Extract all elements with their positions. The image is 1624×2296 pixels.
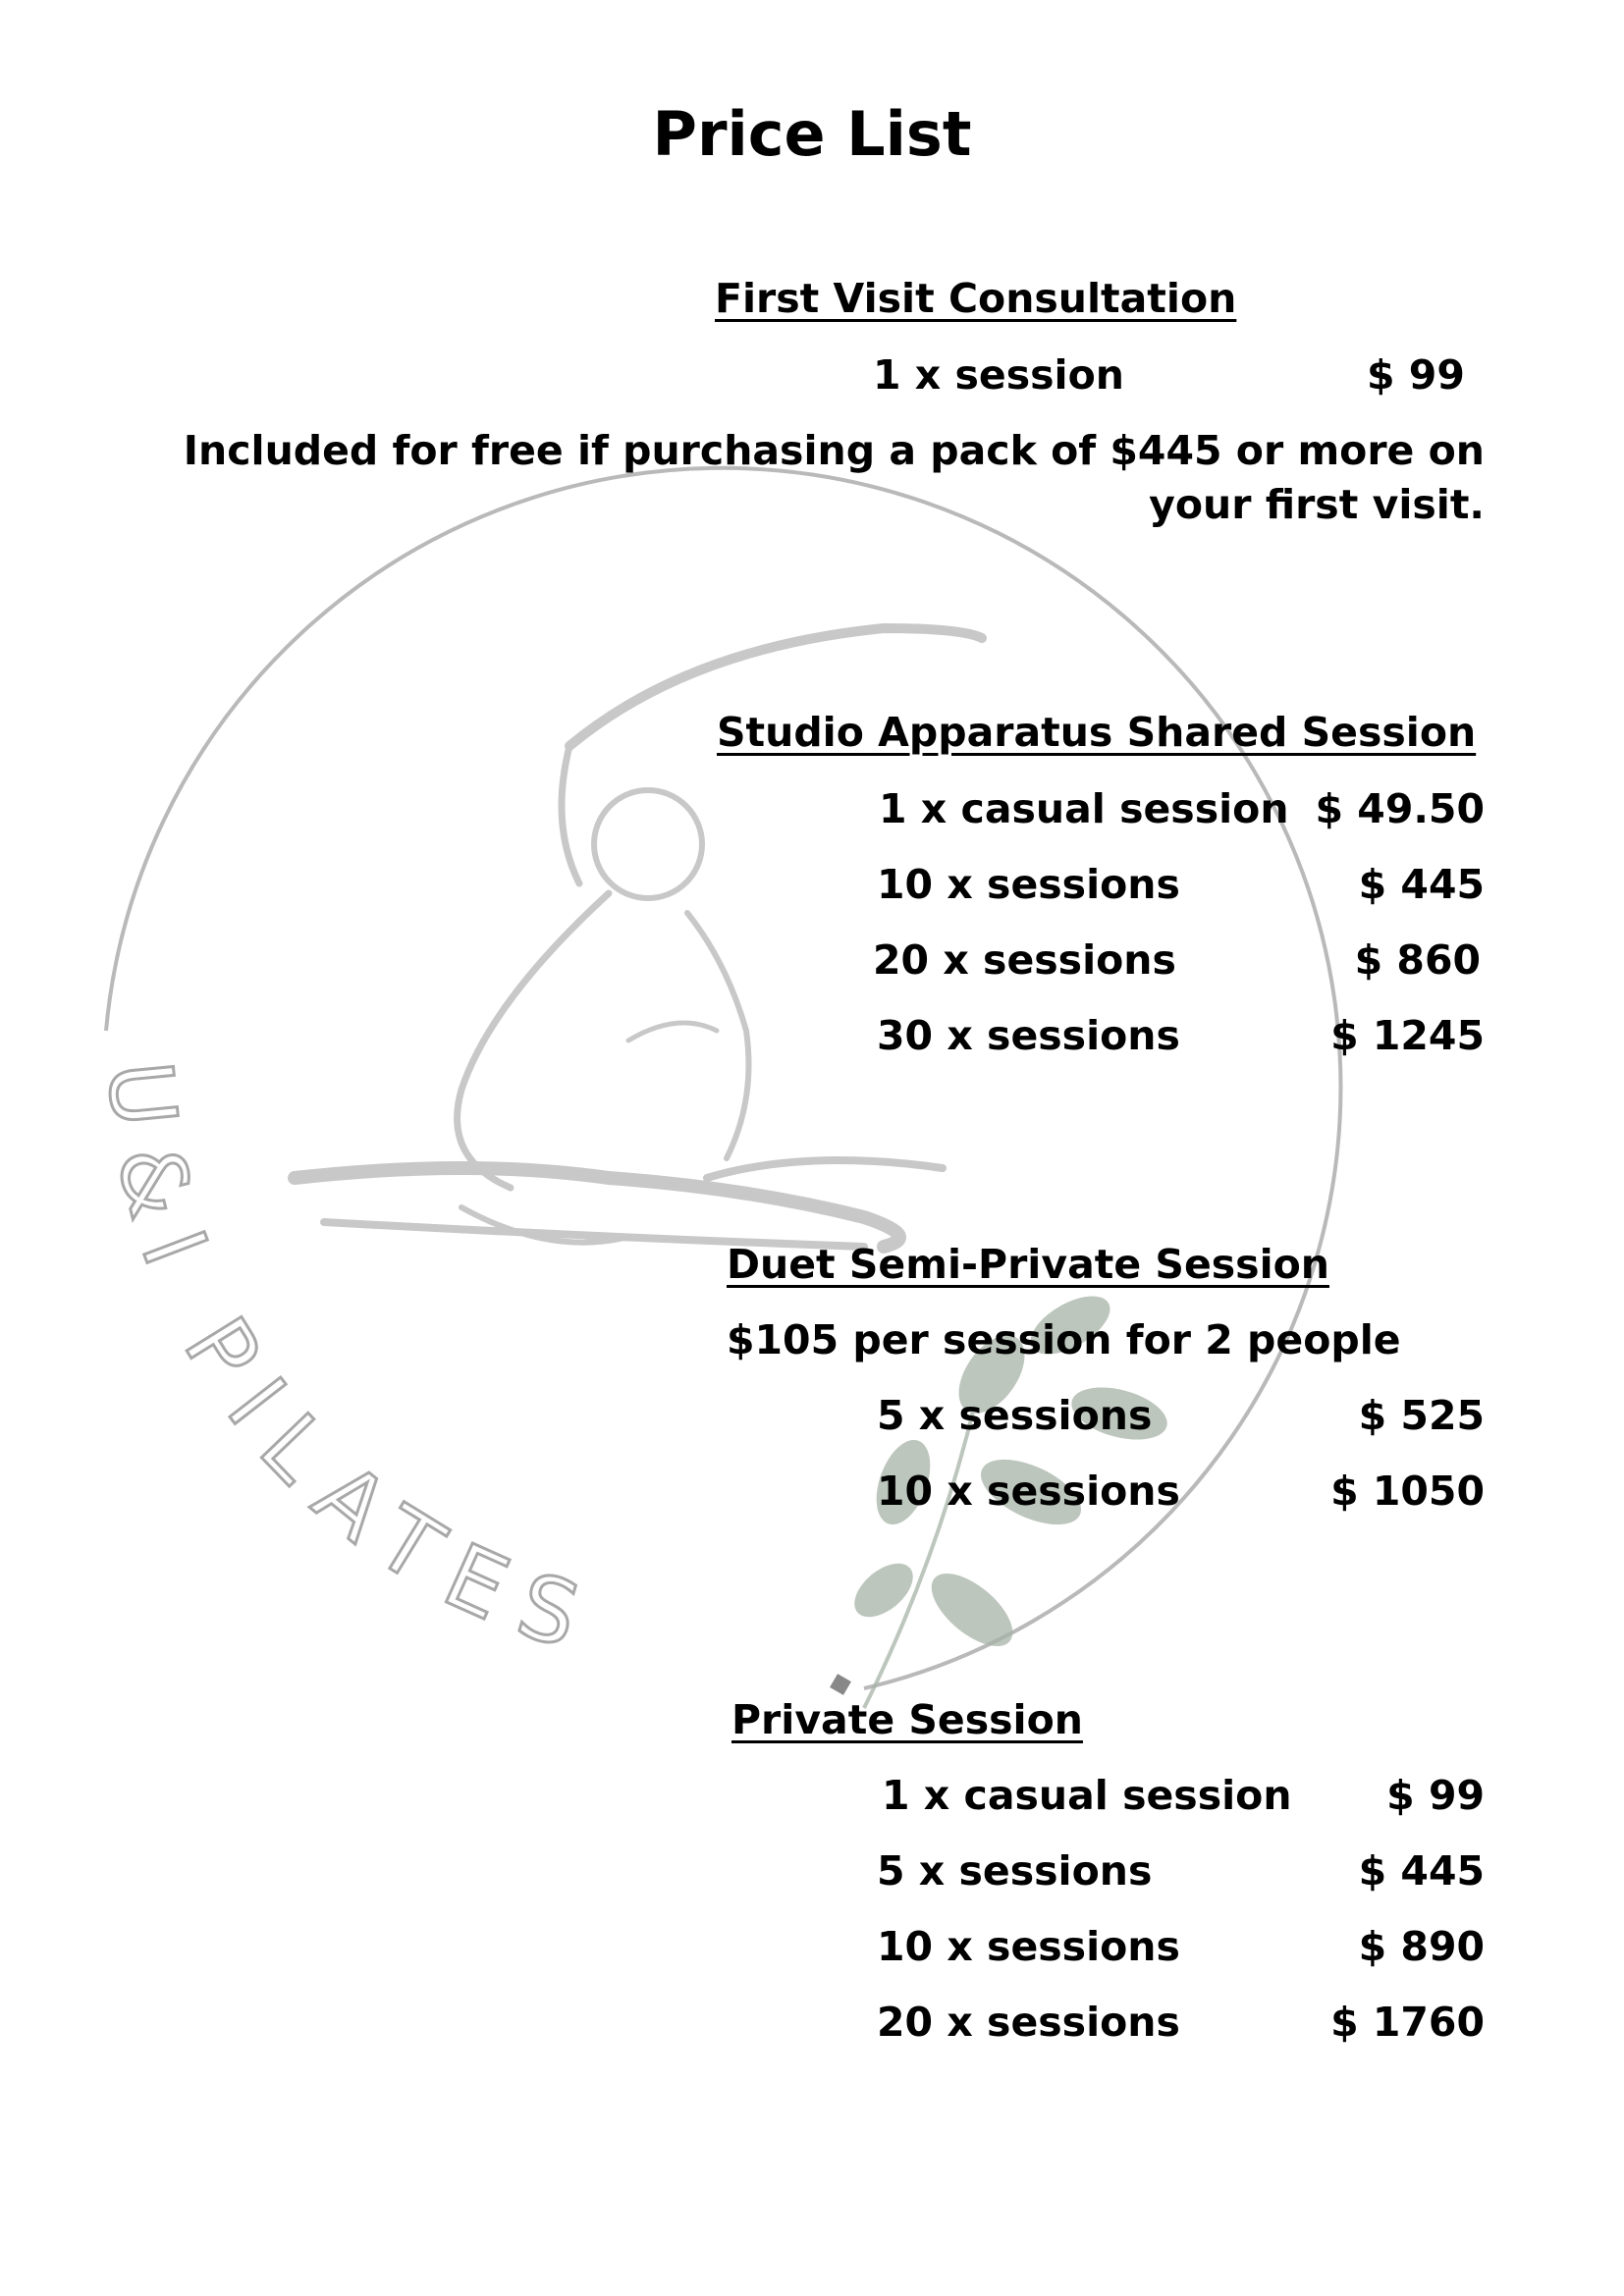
private-row-label: 20 x sessions [877,1999,1180,2046]
duet-row-price: $ 1050 [1330,1468,1485,1515]
private-row-price: $ 1760 [1330,1999,1485,2046]
duet-row-price: $ 525 [1358,1392,1485,1439]
private-row-price: $ 445 [1358,1847,1485,1895]
studio-row-price: $ 445 [1358,861,1485,908]
first-visit-session-label: 1 x session [873,351,1124,399]
first-visit-session-price: $ 99 [1367,351,1465,399]
duet-row-label: 5 x sessions [877,1392,1153,1439]
studio-row-price: $ 49.50 [1315,785,1485,832]
studio-row-label: 1 x casual session [879,785,1289,832]
private-row-label: 10 x sessions [877,1923,1180,1970]
private-row-label: 1 x casual session [882,1772,1292,1819]
private-row-price: $ 890 [1358,1923,1485,1970]
studio-row-label: 10 x sessions [877,861,1180,908]
studio-row-price: $ 1245 [1330,1012,1485,1059]
studio-heading: Studio Apparatus Shared Session [717,709,1477,756]
first-visit-heading: First Visit Consultation [715,275,1237,322]
first-visit-note-line2: your first visit. [1149,481,1485,528]
studio-row-label: 20 x sessions [873,936,1176,984]
duet-note: $105 per session for 2 people [727,1316,1401,1363]
duet-row-label: 10 x sessions [877,1468,1180,1515]
logo-text: U&I PILATES [86,1057,615,1676]
first-visit-note-line1: Included for free if purchasing a pack of $445 or more on [183,427,1485,474]
studio-row-price: $ 860 [1354,936,1481,984]
duet-heading: Duet Semi-Private Session [727,1241,1329,1288]
private-heading: Private Session [731,1696,1083,1743]
page-title: Price List [652,98,972,170]
private-row-label: 5 x sessions [877,1847,1153,1895]
studio-row-label: 30 x sessions [877,1012,1180,1059]
private-row-price: $ 99 [1386,1772,1485,1819]
